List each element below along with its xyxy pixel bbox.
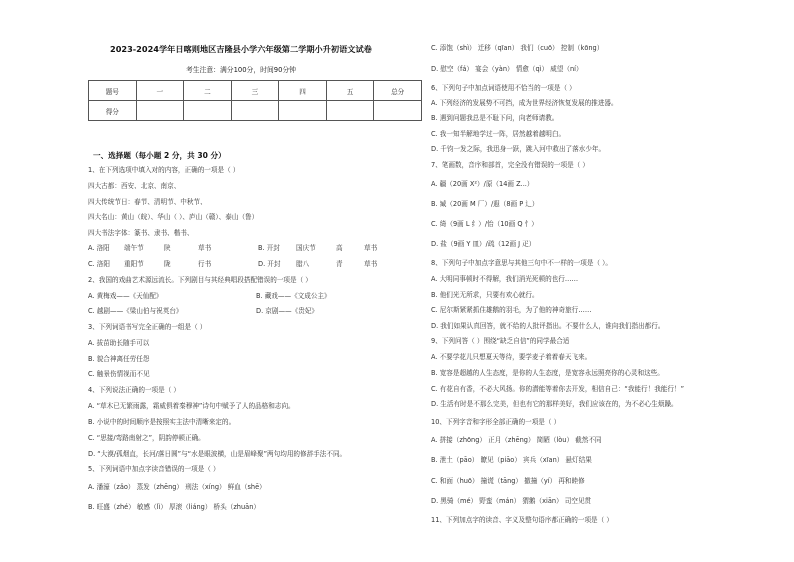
section-1-heading: 一、选择题（每小题 2 分，共 30 分）	[93, 151, 226, 160]
option-line: B. 旺盛（zhé） 敏感（lì） 厚滚（liáng） 桥头（zhuān）	[88, 503, 260, 511]
q1-option-row	[88, 260, 394, 269]
option-line: D. 京剧——《贵妃》	[256, 307, 319, 315]
score-table-score-row	[89, 101, 422, 121]
option-line: A. 黄梅戏——《天仙配》	[88, 292, 163, 300]
score-cell-empty[interactable]	[231, 101, 279, 121]
score-table-cell: 五	[326, 81, 374, 101]
option-text: 草书	[364, 244, 378, 252]
option-text: 重阳节	[124, 260, 144, 268]
score-table-header-row	[89, 81, 422, 101]
option-line: C. “思接/弯路南射之”，阴韵停顿正确。	[88, 434, 205, 442]
option-line: C. 和面（huō） 撞谎（tāng） 撤撞（yí） 再和睦修	[431, 477, 585, 485]
option-text: 陕	[164, 244, 171, 252]
option-line: B. 宽容是超越的人生态度，是你的人生态度，是宽容永远照亮你的心灵和这些。	[431, 369, 664, 377]
score-cell-empty[interactable]	[136, 101, 184, 121]
option-line: B. 遇到问题我总是不耻下问，向老师请教。	[431, 114, 559, 122]
exam-note: 考生注意：满分100分，时间90分钟	[186, 66, 296, 74]
question-line: 4、下列说法正确的一项是（ ）	[88, 386, 181, 394]
score-table-cell: 一	[136, 81, 184, 101]
option-text: 行书	[198, 260, 212, 268]
score-cell-empty[interactable]	[374, 101, 422, 121]
question-line: 1、在下列选项中填入对的内容，正确的一项是（ ）	[88, 166, 240, 174]
question-line: 10、下列字音和字形全部正确的一项是（ ）	[431, 418, 561, 426]
score-table-cell: 总分	[374, 81, 422, 101]
option-text: 青	[336, 260, 343, 268]
option-line: D. “大漠/孤烟直，长河/落日圆”与“水是眼波横，山是眉峰聚”两句均用的修辞手法不同。	[88, 450, 347, 458]
option-line: D. 千钧一发之际，我迅身一跃，跳入河中救出了落水少年。	[431, 145, 606, 153]
question-line: 四大传统节日：春节、清明节、中秋节、	[88, 198, 207, 206]
option-line: A. 疆（20画 X²）/原（14画 Z...）	[431, 180, 534, 188]
score-table-cell: 三	[231, 81, 279, 101]
question-line: 2、我国的戏曲艺术源远流长。下列剧目与其经典唱段搭配错误的一项是（ ）	[88, 276, 312, 284]
option-text: 陇	[164, 260, 171, 268]
option-text: 草书	[364, 260, 378, 268]
option-text: 端午节	[124, 244, 144, 252]
score-cell-empty[interactable]	[184, 101, 232, 121]
option-text: 国庆节	[296, 244, 316, 252]
option-line: B. 貌合神离任劳任怨	[88, 355, 150, 363]
option-text: 腊八	[296, 260, 310, 268]
option-line: B. 藏戏——《文成公主》	[256, 292, 331, 300]
option-line: B. 小说中的时间顺序是按照实主法中清晰来定的。	[88, 418, 236, 426]
question-line: 四大书法字体：篆书、隶书、楷书、	[88, 229, 194, 237]
option-text: A. 洛阳	[88, 244, 110, 252]
question-line: 四大名山：黄山（皖）、华山（ ）、庐山（赣）、泰山（鲁）	[88, 213, 259, 221]
option-text: D. 开封	[258, 260, 281, 268]
option-line: A. 大明同事顿时不得解，我们消光死顿的也行……	[431, 275, 579, 283]
score-table	[88, 80, 422, 121]
score-cell-empty[interactable]	[326, 101, 374, 121]
option-line: C. 绮（9画 L 纟）/怡（10画 Q 忄）	[431, 220, 538, 228]
option-line: D. 我们如果认真回答，就不给的人批评指出。不要什么人，谁向我们指出都行。	[431, 322, 665, 330]
option-line: C. 触景伤情视而不见	[88, 370, 150, 378]
option-line: C. 我一知半解地学过一阵，居然越着越明白。	[431, 130, 566, 138]
question-line: 7、笔画数，音序和部首，完全没有错误的一项是（ ）	[431, 161, 589, 169]
score-table-cell: 题号	[89, 81, 137, 101]
q1-option-row	[88, 244, 394, 253]
question-line: 5、下列词语中加点字读音错误的一项是（ ）	[88, 465, 220, 473]
option-line: A. 不要学花儿只想夏天等待，要学麦子着着春天飞来。	[431, 353, 592, 361]
question-line: 3、下列词语书写完全正确的一组是（ ）	[88, 323, 207, 331]
option-line: A. 拔苗助长随手可以	[88, 339, 150, 347]
question-line: 6、下列句子中加点词语使用不恰当的一项是（ ）	[431, 84, 576, 92]
score-table-row-label: 得分	[89, 101, 137, 121]
question-line: 9、下列问答（ ）围绕“缺乏自信”的同学最合适	[431, 337, 570, 345]
question-line: 8、下列句子中加点字意思与其他三句中不一样的一项是（ ）。	[431, 259, 613, 267]
score-cell-empty[interactable]	[279, 101, 327, 121]
option-line: A. 潘濠（zǎo） 蒸发（zhēng） 刑法（xíng） 鲜血（shē）	[88, 483, 266, 491]
option-line: D. 慰空（fá） 宴会（yàn） 情愈（qì） 威望（ní）	[431, 65, 583, 73]
question-line: 11、下列加点字的读音、字义及整句语序都正确的一项是（ ）	[431, 516, 613, 524]
score-table-cell: 二	[184, 81, 232, 101]
option-line: A. 下列经济的发展势不可挡，成为世界经济恢复发展的推进器。	[431, 99, 618, 107]
exam-title: 2023-2024学年日喀则地区吉隆县小学六年级第二学期小升初语文试卷	[110, 44, 372, 54]
option-line: C. 添饱（shì） 迁移（qīan） 我们（cuō） 控制（kōng）	[431, 44, 604, 52]
option-line: B. 泄土（pāo） 瞭见（piāo） 宾兵（xīan） 悬灯结果	[431, 456, 592, 464]
option-text: C. 洛阳	[88, 260, 110, 268]
option-text: 草书	[198, 244, 212, 252]
option-line: A. “草木已无繁雨露，霜威俱着秦穆神”诗句中赋予了人的品格和志向。	[88, 402, 295, 410]
question-line: 四大古都：西安、北京、南京、	[88, 182, 181, 190]
option-line: D. 盐（9画 Y 皿）/疏（12画 J 疋）	[431, 240, 536, 248]
option-line: B. 臧（20画 M 厂）/遐（8画 P 辶）	[431, 200, 539, 208]
option-line: D. 黑骑（mé） 野蛮（mán） 猬鹅（xiān） 司空见贯	[431, 497, 592, 505]
option-line: A. 拼接（zhōng） 正月（zhēng） 简陋（lòu） 截然不同	[431, 436, 602, 444]
option-text: 高	[336, 244, 343, 252]
option-text: B. 开封	[258, 244, 280, 252]
option-line: C. 有花自有香，不必大风扬。你的潜能等着你去开发，相信自己：“我能行！我能行！”	[431, 385, 685, 393]
option-line: C. 越剧——《梁山伯与祝英台》	[88, 307, 183, 315]
option-line: C. 尼尔斯紧紧抓住雄鹅的羽毛，为了他的神奇旅行……	[431, 306, 592, 314]
option-line: B. 他们光无所求，只要有欢心就行。	[431, 291, 539, 299]
score-table-cell: 四	[279, 81, 327, 101]
option-line: D. 生活有时是不那么完美，但也有它的那样美好，我们应该在的，为不必心生烦躁。	[431, 400, 678, 408]
